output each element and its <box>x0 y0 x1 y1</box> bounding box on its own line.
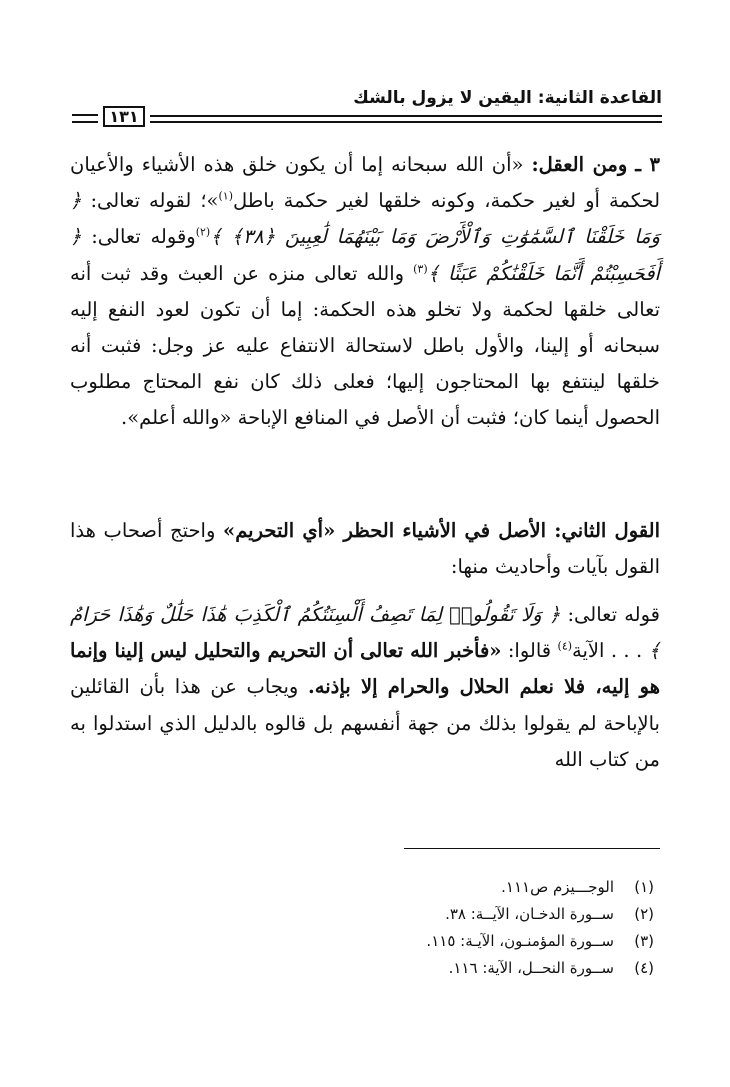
paragraph-lead: القول الثاني: الأصل في الأشياء الحظر «أي التحريم» <box>223 519 661 542</box>
header-rule-short <box>72 121 98 123</box>
quote-text: «أن الله سبحانه إما أن يكون خلق هذه الأشياء والأعيان لحكمة أو لغير حكمة، وكونه خلقها لغير حكمة باطل <box>70 153 661 213</box>
footnote-ref: (١) <box>218 189 233 203</box>
footnote-ref: (٢) <box>195 225 211 239</box>
body-text: قالوا: <box>507 639 552 663</box>
header-rule <box>150 121 662 123</box>
footnote-text: ســورة الدخـان، الآيــة: ٣٨. <box>445 905 614 923</box>
quote-text: «فأخبر الله تعالى أن التحريم والتحليل ليس إلينا وإنما هو إليه، فلا نعلم الحلال والحرام إلا بإذنه. <box>70 639 660 699</box>
body-text: ويجاب عن هذا بأن القائلين بالإباحة لم يقولوا بذلك من جهة أنفسهم بل قالوه بالدليل الذي استدلوا به من كتاب الله <box>70 675 660 771</box>
page-header <box>72 88 662 138</box>
footnote-item <box>426 955 654 982</box>
body-text: وقوله تعالى: <box>91 225 196 249</box>
footnotes-list <box>426 874 654 982</box>
quran-verse: ﴿ وَمَا خَلَقْنَا ٱلسَّمَٰوَٰتِ وَٱلْأَرْضَ وَمَا بَيْنَهُمَا لَٰعِبِينَ ﴿٣٨﴾ ﴾ <box>70 189 660 249</box>
running-title: القاعدة الثانية: اليقين لا يزول بالشك <box>353 88 662 108</box>
body-text: . . . الآية <box>572 639 643 663</box>
paragraph-second-opinion <box>70 513 660 585</box>
quran-verse: ﴿ أَفَحَسِبْتُمْ أَنَّمَا خَلَقْنَٰكُمْ عَبَثًا ﴾ <box>70 225 660 285</box>
body-text: »؛ لقوله تعالى: <box>90 189 219 213</box>
footnote-item <box>426 874 654 901</box>
header-rule-short <box>72 114 98 116</box>
body-text: واحتج أصحاب هذا القول بآيات وأحاديث منها: <box>70 519 660 579</box>
footnote-ref: (٤) <box>557 639 573 653</box>
footnote-ref: (٣) <box>413 262 428 276</box>
page-number: ١٣١ <box>103 106 145 127</box>
footnote-separator <box>404 848 660 849</box>
paragraph-marker: ٣ ـ <box>635 153 661 176</box>
footnote-item <box>426 928 654 955</box>
paragraph-evidence <box>70 597 660 778</box>
footnote-number: (٤) <box>634 959 654 977</box>
paragraph-reason-argument <box>70 147 660 437</box>
header-rule <box>150 115 662 117</box>
footnote-item <box>426 901 654 928</box>
footnote-text: ســورة المؤمنـون، الآيـة: ١١٥. <box>426 932 614 950</box>
footnote-number: (١) <box>634 878 654 896</box>
paragraph-lead: ومن العقل: <box>531 153 628 176</box>
body-text: قوله تعالى: <box>567 603 660 626</box>
quran-verse: ﴿ وَلَا تَقُولُوا۟ لِمَا تَصِفُ أَلْسِنَتُكُمُ ٱلْكَذِبَ هَٰذَا حَلَٰلٌ وَهَٰذَا حَرَامٌ ﴾ <box>70 603 661 663</box>
footnote-number: (٣) <box>634 932 654 950</box>
footnote-text: ســورة النحــل، الآية: ١١٦. <box>448 959 614 977</box>
footnote-text: الوجـــيزم ص١١١. <box>501 878 614 896</box>
body-text: والله تعالى منزه عن العبث وقد ثبت أنه تعالى خلقها لحكمة ولا تخلو هذه الحكمة: إما أن تكون لعود النفع إليه سبحانه أو إلينا، والأول باطل لاستحالة الانتفاع عليه عز وجل: فثبت أنه خلقها لينتفع بها المحتاجون إليها؛ فعلى ذلك كان نفع المحتاج مطلوب الحصول أينما كان؛ فثبت أن الأصل في المنافع الإباحة «والله أعلم». <box>70 261 660 430</box>
footnote-number: (٢) <box>634 905 654 923</box>
